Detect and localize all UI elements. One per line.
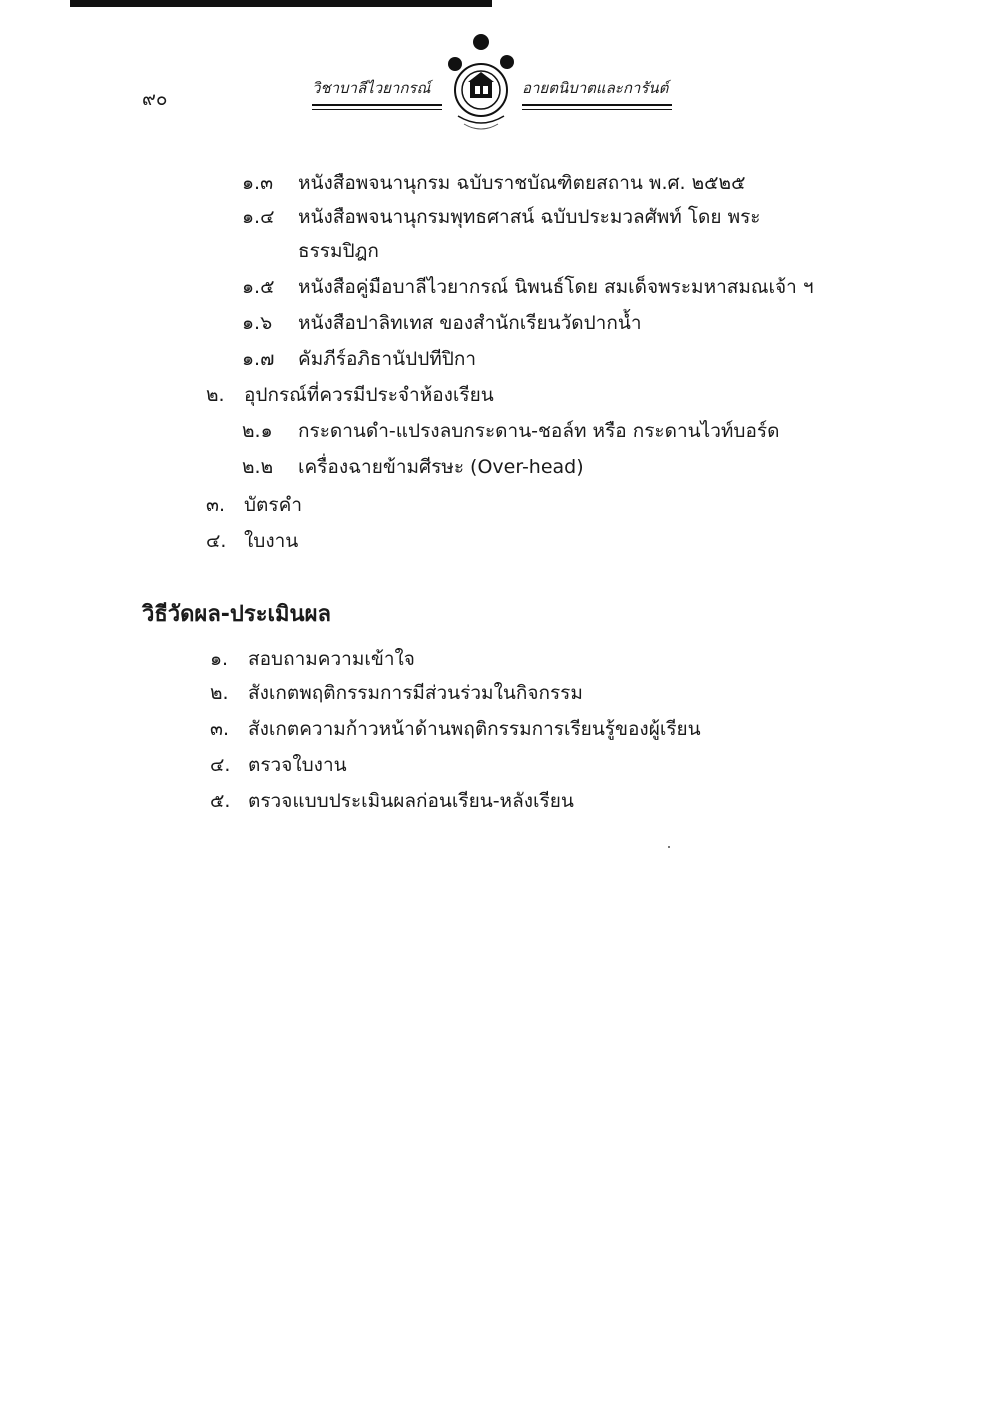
list-item: ๑.๓ หนังสือพจนานุกรม ฉบับราชบัณฑิตยสถาน พ.ศ. ๒๕๒๕ [242, 172, 746, 194]
list-item: ๓. สังเกตความก้าวหน้าด้านพฤติกรรมการเรียนรู้ของผู้เรียน [210, 718, 701, 740]
list-item-continuation: ธรรมปิฎก [298, 240, 379, 262]
list-item: ๑.๗ คัมภีร์อภิธานัปปทีปิกา [242, 348, 477, 370]
list-item: ๓. บัตรคำ [206, 494, 302, 516]
page-number: ๙๐ [142, 88, 168, 110]
section-heading: วิธีวัดผล-ประเมินผล [142, 602, 331, 627]
running-header-right: อายตนิบาตและการันต์ [522, 76, 672, 106]
list-item: ๒. สังเกตพฤติกรรมการมีส่วนร่วมในกิจกรรม [210, 682, 583, 704]
list-item: ๒.๑ กระดานดำ-แปรงลบกระดาน-ชอล์ท หรือ กระดานไวท์บอร์ด [242, 420, 780, 442]
list-item: ๔. ตรวจใบงาน [210, 754, 347, 776]
list-item: ๔. ใบงาน [206, 530, 299, 552]
list-item: ๑.๔ หนังสือพจนานุกรมพุทธศาสน์ ฉบับประมวลศัพท์ โดย พระ [242, 206, 761, 228]
list-item: ๒.๒ เครื่องฉายข้ามศีรษะ (Over-head) [242, 456, 584, 478]
list-item: ๑.๖ หนังสือปาลิทเทส ของสำนักเรียนวัดปากน้ำ [242, 312, 642, 334]
top-border-bar [70, 0, 492, 7]
list-item: ๒. อุปกรณ์ที่ควรมีประจำห้องเรียน [206, 384, 494, 406]
list-item: ๕. ตรวจแบบประเมินผลก่อนเรียน-หลังเรียน [210, 790, 574, 812]
list-item: ๑.๕ หนังสือคู่มือบาลีไวยากรณ์ นิพนธ์โดย สมเด็จพระมหาสมณเจ้า ฯ [242, 276, 814, 298]
emblem-seal-icon [438, 32, 524, 136]
running-header-left: วิชาบาลีไวยากรณ์ [312, 76, 442, 106]
scan-speck [668, 846, 670, 848]
list-item: ๑. สอบถามความเข้าใจ [210, 648, 415, 670]
